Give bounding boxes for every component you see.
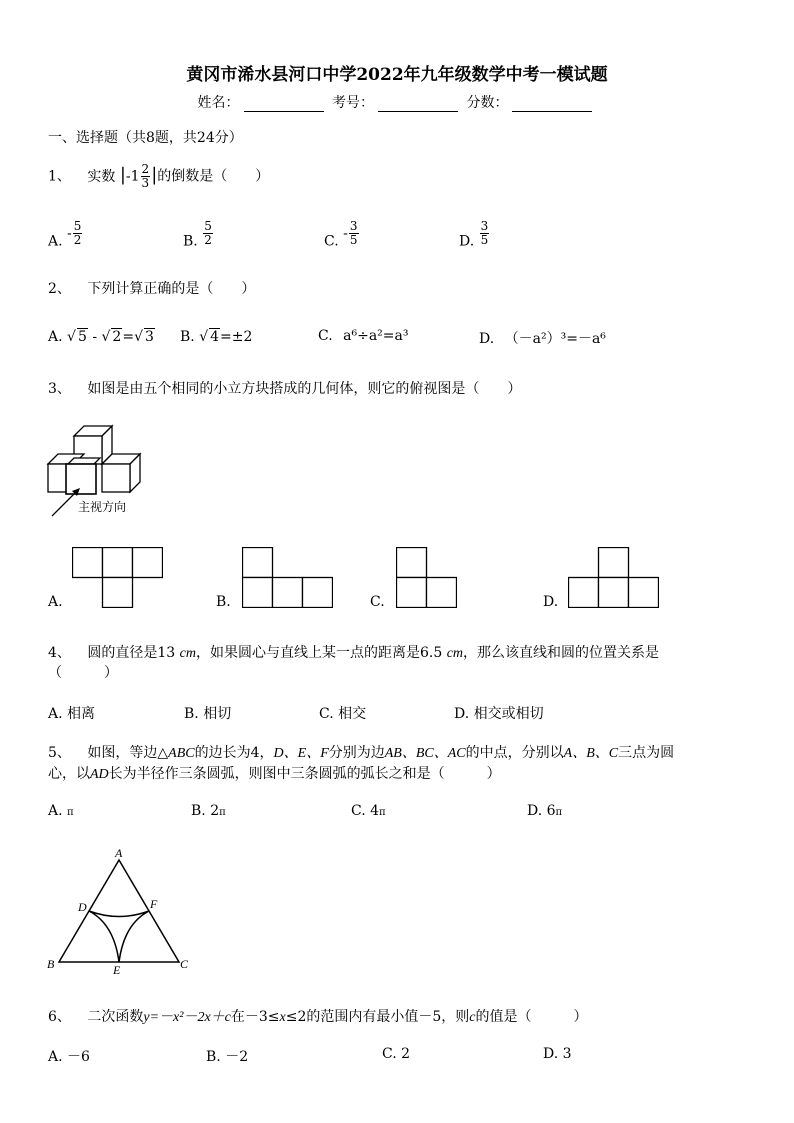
q2-stem [48, 278, 255, 298]
equals-sign: = [122, 329, 135, 345]
option-text: （－a²）³=－a⁶ [504, 331, 606, 347]
sqrt-icon: √ [101, 329, 111, 345]
sqrt-icon: √ [67, 329, 76, 345]
q5-text: 心，以 [48, 766, 90, 782]
sqrt-icon: √ [199, 329, 209, 345]
q5-italic: AD [90, 767, 109, 782]
radicand: 2 [112, 329, 122, 345]
q1-abs-right: | [151, 164, 158, 186]
q5-number: 5、 [48, 745, 71, 761]
q5-triangle-figure [44, 844, 194, 976]
q1-text-after: 的倒数是（ ） [157, 168, 270, 185]
pi-symbol: π [555, 807, 563, 818]
option-label: B. 2 [191, 803, 220, 819]
radicand: 3 [145, 329, 154, 345]
direction-label: 主视方向 [78, 500, 127, 514]
exam-title: 黄冈市浠水县河口中学2022年九年级数学中考一模试题 [186, 65, 608, 85]
q5-option-a[interactable] [48, 803, 74, 819]
option-label: D. [479, 331, 495, 347]
option-fraction [480, 220, 490, 247]
label-b: B [47, 957, 55, 971]
option-label: C. 4 [351, 803, 380, 819]
q4-text3: ，那么该直线和圆的位置关系是 [463, 645, 660, 661]
q3-option-d-view[interactable] [568, 547, 659, 608]
q4-text1: 圆的直径是13 [87, 645, 176, 661]
q5-stem-line2 [48, 763, 501, 783]
q5-text: 三点为圆 [618, 745, 675, 761]
frac-den: 5 [480, 233, 489, 247]
q3-option-d-label[interactable]: D. [543, 594, 559, 610]
q4-number: 4、 [48, 645, 71, 661]
name-label: 姓名： [197, 95, 240, 111]
score-label: 分数： [466, 95, 509, 111]
option-label: A. [48, 329, 63, 345]
pi-symbol: π [379, 807, 386, 818]
sqrt-icon: √ [134, 329, 143, 345]
q5-text: 分别为边 [328, 745, 385, 761]
q5-option-c[interactable] [351, 803, 386, 819]
minus-sign: - [92, 329, 98, 345]
option-fraction [73, 220, 83, 247]
q6-expression: y=－x²－2x＋c [143, 1010, 231, 1025]
q6-number: 6、 [48, 1009, 71, 1025]
option-label: C. [318, 328, 333, 344]
q5-text: 长为半径作三条圆弧，则图中三条圆弧的弧长之和是（ ） [108, 766, 501, 782]
frac-den: 2 [73, 233, 82, 247]
q2-number: 2、 [48, 281, 71, 297]
q6-option-a[interactable]: A. －6 [48, 1049, 90, 1065]
q3-option-b-label[interactable]: B. [216, 594, 231, 610]
option-label: A. [48, 803, 63, 819]
frac-num: 5 [73, 219, 82, 233]
q3-text: 如图是由五个相同的小立方块搭成的几何体，则它的俯视图是（ ） [87, 381, 522, 397]
name-blank[interactable] [244, 97, 324, 112]
q5-stem [48, 742, 674, 762]
q4-option-a[interactable]: A. 相离 [48, 706, 96, 722]
q3-stem [48, 378, 521, 398]
pi-symbol: π [67, 807, 74, 818]
q1-text-before: 实数 [87, 168, 116, 185]
frac-num: 3 [349, 219, 358, 233]
option-label: C. [324, 233, 339, 250]
score-blank[interactable] [512, 97, 592, 112]
q1-option-c[interactable] [324, 220, 360, 250]
exam-no-blank[interactable] [378, 97, 458, 112]
q2-option-a[interactable] [48, 328, 155, 345]
option-label: A. [48, 233, 63, 250]
radicand: 4 [210, 329, 220, 345]
q3-number: 3、 [48, 381, 71, 397]
option-sign: - [67, 225, 72, 242]
q1-abs-left: | [119, 164, 126, 186]
q4-unit2: cm [446, 646, 464, 661]
q6-text: 二次函数 [87, 1009, 144, 1025]
q1-frac-num: 2 [141, 162, 150, 176]
q6-option-b[interactable]: B. －2 [206, 1049, 249, 1065]
q3-option-c-label[interactable]: C. [370, 594, 385, 610]
label-d: D [78, 900, 87, 914]
q5-text: 的中点，分别以 [465, 745, 564, 761]
q1-fraction [141, 163, 151, 190]
q4-option-d[interactable]: D. 相交或相切 [454, 706, 544, 722]
q2-option-c[interactable] [318, 328, 408, 344]
q3-option-c-view[interactable] [396, 547, 457, 608]
q4-stem [48, 642, 659, 662]
option-fraction [349, 220, 359, 247]
option-label: B. [183, 233, 198, 250]
q6-text: ≤2的范围内有最小值－5，则 [285, 1009, 470, 1025]
q5-text: 的边长为4， [194, 745, 274, 761]
q1-number: 1、 [48, 168, 71, 185]
q6-text: 在－3≤ [230, 1009, 280, 1025]
q5-italic: AB、BC、AC [384, 746, 466, 761]
pi-symbol: π [219, 807, 226, 818]
option-fraction [203, 220, 213, 247]
q6-option-d[interactable]: D. 3 [543, 1046, 572, 1062]
label-a: A [115, 846, 123, 860]
q1-option-b[interactable] [183, 220, 214, 250]
arc-a [89, 911, 149, 917]
q1-option-d[interactable] [459, 220, 490, 250]
q1-stem [48, 163, 269, 190]
q4-stem-line2: （ ） [48, 665, 118, 681]
option-rest: =±2 [220, 329, 253, 345]
label-e: E [113, 963, 121, 976]
q3-option-a-label[interactable]: A. [48, 594, 63, 610]
q1-frac-den: 3 [141, 176, 150, 190]
q5-option-b[interactable] [191, 803, 226, 819]
frac-num: 5 [204, 219, 212, 233]
exam-no-label: 考号： [332, 95, 374, 111]
q4-option-c[interactable]: C. 相交 [319, 706, 367, 722]
q2-option-b[interactable] [180, 328, 252, 345]
q6-stem [48, 1006, 588, 1026]
q4-option-b[interactable]: B. 相切 [184, 706, 232, 722]
q6-italic: x [279, 1010, 286, 1025]
frac-den: 5 [349, 233, 358, 247]
q2-option-d[interactable] [479, 328, 606, 348]
label-f: F [150, 897, 158, 911]
triangle-abc [59, 860, 179, 962]
q5-text: 如图，等边△ [87, 745, 169, 761]
frac-den: 2 [204, 233, 212, 247]
q4-text2: ，如果圆心与直线上某一点的距离是6.5 [195, 645, 443, 661]
label-c: C [180, 957, 189, 971]
q5-italic: D、E、F [273, 746, 329, 761]
radicand: 5 [77, 329, 87, 345]
frac-num: 3 [480, 219, 489, 233]
q5-option-d[interactable] [527, 803, 562, 819]
q5-italic: ABC [168, 746, 195, 761]
q6-text: 的值是（ ） [475, 1009, 588, 1025]
q6-option-c[interactable]: C. 2 [382, 1046, 411, 1062]
arc-b [89, 911, 119, 962]
q3-option-b-view[interactable] [242, 547, 333, 608]
option-label: D. [459, 233, 475, 250]
q1-option-a[interactable] [48, 220, 83, 250]
q5-italic: A、B、C [563, 746, 619, 761]
q2-text: 下列计算正确的是（ ） [87, 281, 256, 297]
direction-arrow [52, 490, 78, 516]
q4-unit1: cm [179, 646, 196, 661]
arc-c [119, 911, 149, 962]
q6-italic: c [469, 1010, 476, 1025]
option-sign: - [343, 225, 348, 242]
option-text: a⁶÷a²=a³ [343, 328, 409, 344]
student-info-line [0, 92, 794, 112]
option-label: B. [180, 329, 195, 345]
q1-abs-int: -1 [125, 168, 140, 185]
option-label: D. 6 [527, 803, 556, 819]
q3-option-a-view[interactable] [72, 547, 163, 608]
section-heading: 一、选择题（共8题，共24分） [48, 130, 243, 146]
